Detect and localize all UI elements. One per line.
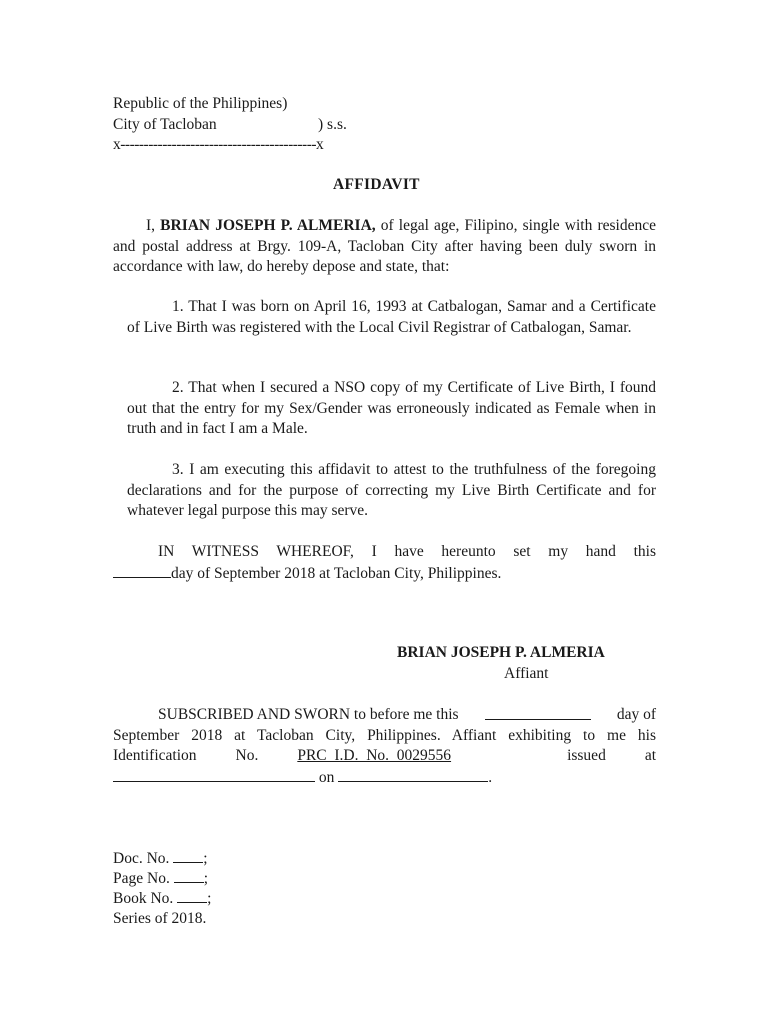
caption-city: City of Tacloban <box>113 116 217 133</box>
affiant-name-inline: BRIAN JOSEPH P. ALMERIA, <box>160 217 376 234</box>
issued-on-blank[interactable] <box>338 767 488 782</box>
caption-republic: Republic of the Philippines) <box>113 95 288 112</box>
item-2: 2. That when I secured a NSO copy of my Certificate of Live Birth, I found out that the entry for my Sex/Gender was erroneously indicated as Female when in truth and in fact I am a Male. <box>127 379 656 437</box>
book-no-blank[interactable] <box>177 888 207 903</box>
caption-separator: x------------------------------------------x <box>113 136 324 153</box>
jurat: SUBSCRIBED AND SWORN to before me this day of September 2018 at Tacloban City, Philippines. Affiant exhibiting to me his Identification No. PRC I.D. No. 0029556 issued at on . <box>113 706 656 786</box>
document-title: AFFIDAVIT <box>333 176 420 193</box>
intro-paragraph <box>113 216 656 278</box>
witness-clause <box>113 542 656 584</box>
page-no-blank[interactable] <box>174 868 204 883</box>
witness-line1: IN WITNESS WHEREOF, I have hereunto set my hand this <box>158 543 656 560</box>
affiant-label: Affiant <box>504 665 549 682</box>
jurat-no: No. <box>235 747 259 764</box>
jurat-line1-b: day of <box>616 706 656 723</box>
series: Series of 2018. <box>113 910 207 927</box>
page-no-label: Page No. <box>113 870 170 887</box>
prc-id: PRC I.D. No. 0029556 <box>297 747 452 764</box>
item-1: 1. That I was born on April 16, 1993 at Catbalogan, Samar and a Certificate of Live Birth was registered with the Local Civil Registrar of Catbalogan, Samar. <box>127 298 656 336</box>
issued-at-blank[interactable] <box>113 767 315 782</box>
jurat-line2: September 2018 at Tacloban City, Philippines. Affiant exhibiting to me his <box>113 726 656 744</box>
doc-no-label: Doc. No. <box>113 850 170 867</box>
jurat-line1-a: SUBSCRIBED AND SWORN to before me this <box>158 706 459 723</box>
doc-no-blank[interactable] <box>173 848 203 863</box>
day-blank[interactable] <box>113 563 171 578</box>
affiant-name-signature: BRIAN JOSEPH P. ALMERIA <box>397 644 605 661</box>
jurat-issued: issued <box>567 747 606 764</box>
caption-ss: ) s.s. <box>318 116 347 133</box>
doc-no: Doc. No. ; <box>113 850 208 867</box>
intro-pre: I, <box>146 217 161 234</box>
item-3: 3. I am executing this affidavit to attest to the truthfulness of the foregoing declarations and for the purpose of correcting my Live Birth Certificate and for whatever legal purpose this may serve. <box>127 461 656 519</box>
jurat-at: at <box>644 747 656 764</box>
jurat-identification: Identification <box>113 747 197 764</box>
page-no: Page No. ; <box>113 870 209 887</box>
witness-line2: day of September 2018 at Tacloban City, Philippines. <box>171 564 502 582</box>
book-no-label: Book No. <box>113 890 174 907</box>
jurat-day-blank[interactable] <box>485 705 591 720</box>
jurat-on: on <box>318 768 335 786</box>
intro-text: of legal age, Filipino, single with residence and postal address at Brgy. 109-A, Tacloban City after having been duly sworn in accordance with law, do hereby depose and state, that: <box>113 217 656 275</box>
book-no: Book No. ; <box>113 890 212 907</box>
